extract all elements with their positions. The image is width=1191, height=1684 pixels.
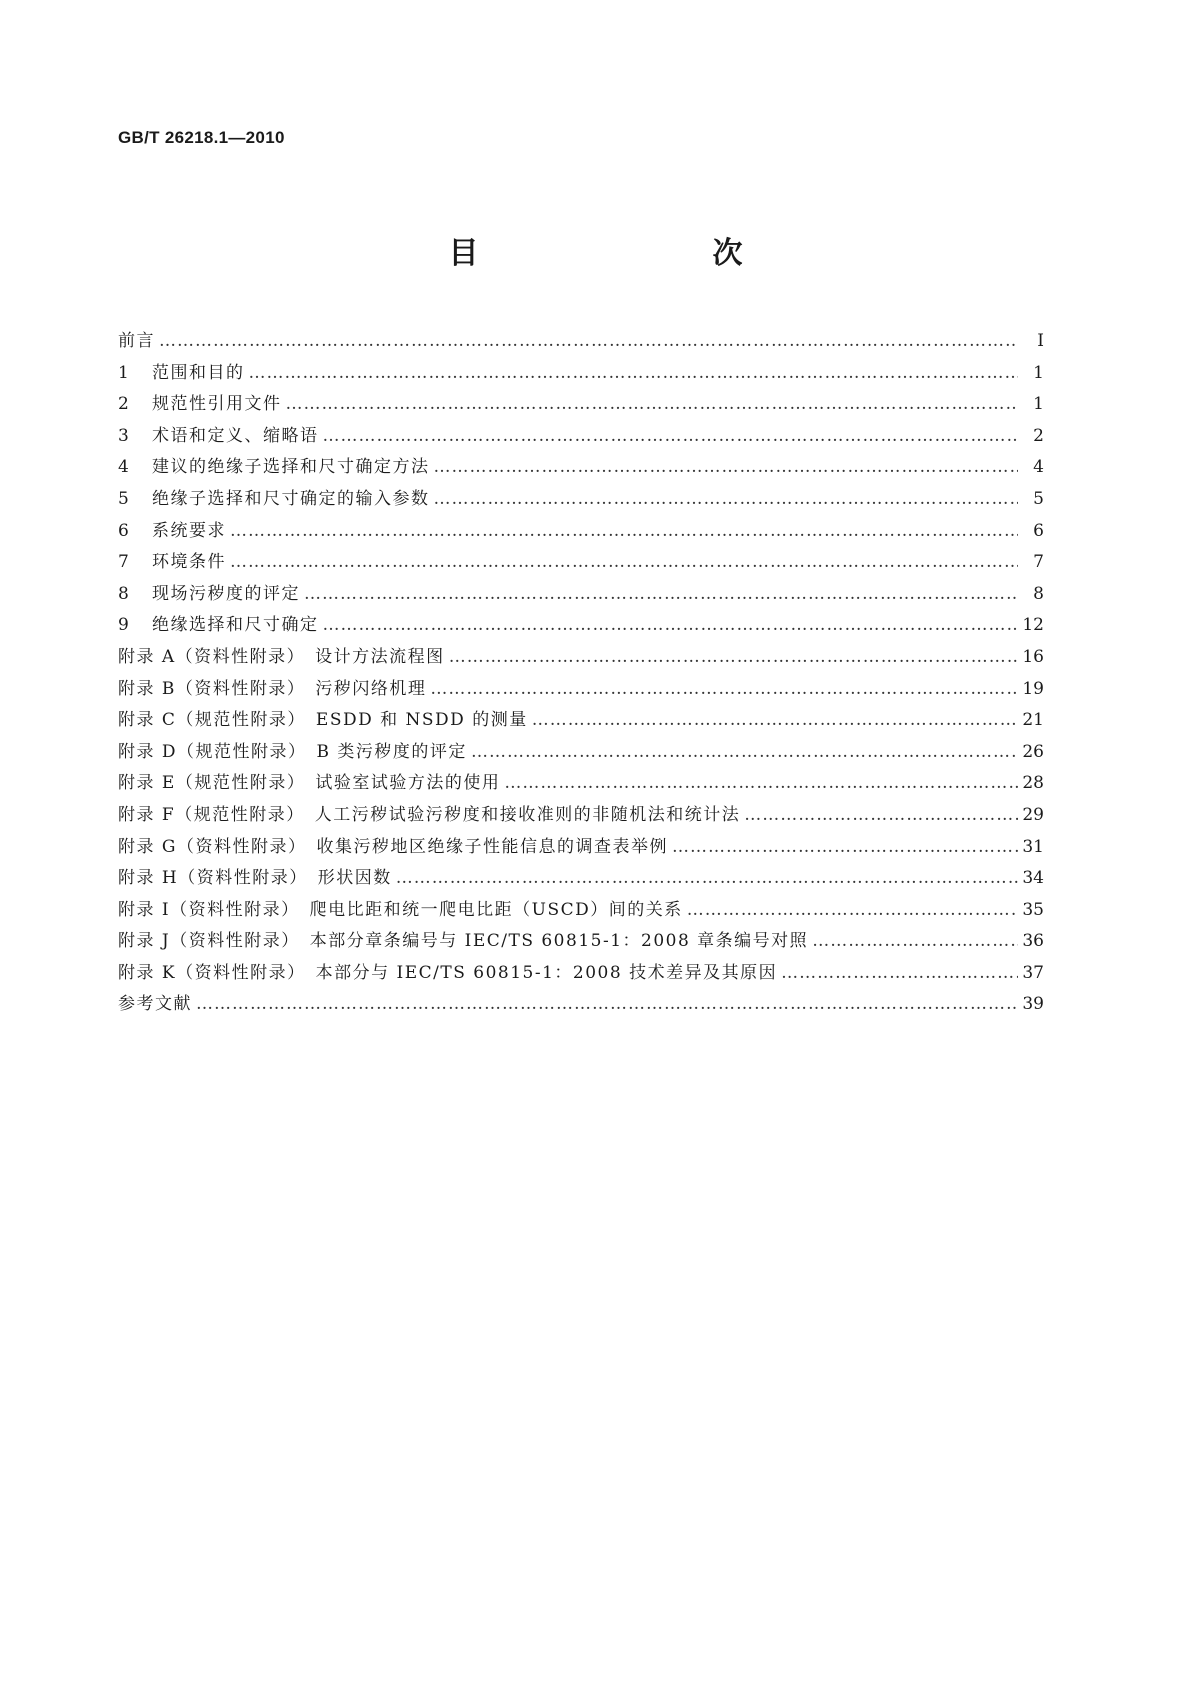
toc-entry-annex-j[interactable] [118, 926, 1044, 958]
dot-leader [430, 674, 1018, 706]
toc-entry-label: 环境条件 [152, 552, 226, 573]
dot-leader [323, 421, 1019, 453]
dot-leader [323, 610, 1019, 642]
toc-entry-9[interactable] [118, 610, 1044, 642]
page-title: 目 次 [448, 236, 801, 271]
dot-leader [471, 737, 1018, 769]
standard-code: GB/T 26218.1—2010 [118, 128, 285, 147]
toc-entry-page: 35 [1022, 899, 1044, 920]
toc-entry-page: 26 [1022, 741, 1044, 762]
toc-entry-page: 21 [1022, 710, 1044, 731]
toc-entry-page: Ⅰ [1037, 331, 1044, 351]
toc-entry-number: 5 [118, 488, 129, 509]
toc-entry-page: 31 [1022, 836, 1044, 857]
toc-entry-annex-c[interactable] [118, 705, 1044, 737]
toc-entry-number: 3 [118, 425, 129, 446]
dot-leader [249, 358, 1019, 390]
toc-entry-label: 附录 K（资料性附录） 本部分与 IEC/TS 60815-1：2008 技术差异及其原因 [118, 962, 778, 983]
toc-entry-label: 附录 G（资料性附录） 收集污秽地区绝缘子性能信息的调查表举例 [118, 836, 668, 857]
toc-entry-foreword[interactable] [118, 326, 1044, 358]
toc-entry-label: 附录 F（规范性附录） 人工污秽试验污秽度和接收准则的非随机法和统计法 [118, 804, 741, 825]
toc-entry-page: 28 [1022, 773, 1044, 794]
toc-entry-page: 1 [1033, 362, 1044, 383]
toc-entry-2[interactable] [118, 389, 1044, 421]
dot-leader [196, 989, 1018, 1021]
toc-entry-page: 1 [1033, 394, 1044, 415]
toc-entry-label: 附录 D（规范性附录） B 类污秽度的评定 [118, 741, 467, 762]
dot-leader [672, 832, 1018, 864]
toc-entry-page: 19 [1022, 678, 1044, 699]
toc-entry-page: 39 [1022, 994, 1044, 1015]
toc-entry-page: 6 [1033, 520, 1044, 541]
toc-entry-number: 6 [118, 520, 129, 541]
toc-entry-label: 附录 A（资料性附录） 设计方法流程图 [118, 646, 445, 667]
toc-entry-label: 附录 B（资料性附录） 污秽闪络机理 [118, 678, 427, 699]
dot-leader [504, 768, 1018, 800]
dot-leader [744, 800, 1018, 832]
dot-leader [434, 452, 1019, 484]
toc-entry-annex-i[interactable] [118, 895, 1044, 927]
toc-entry-number: 9 [118, 615, 129, 636]
toc-entry-page: 4 [1033, 457, 1044, 478]
toc-entry-label: 现场污秽度的评定 [152, 583, 300, 604]
toc-entry-label: 系统要求 [152, 520, 226, 541]
toc-entry-bibliography[interactable] [118, 989, 1044, 1021]
toc-entry-page: 29 [1022, 804, 1044, 825]
dot-leader [230, 516, 1018, 548]
toc-entry-page: 36 [1022, 931, 1044, 952]
toc-entry-label: 范围和目的 [152, 362, 245, 383]
toc-entry-label: 绝缘选择和尺寸确定 [152, 615, 319, 636]
toc-entry-number: 4 [118, 457, 129, 478]
dot-leader [396, 863, 1018, 895]
toc-entry-annex-b[interactable] [118, 674, 1044, 706]
toc-entry-label: 附录 I（资料性附录） 爬电比距和统一爬电比距（USCD）间的关系 [118, 899, 683, 920]
dot-leader [812, 926, 1018, 958]
toc-entry-number: 2 [118, 394, 129, 415]
toc-entry-annex-h[interactable] [118, 863, 1044, 895]
toc-entry-label: 附录 J（资料性附录） 本部分章条编号与 IEC/TS 60815-1：2008 章条编号对照 [118, 931, 809, 952]
toc-entry-page: 16 [1022, 646, 1044, 667]
table-of-contents [118, 326, 1044, 1021]
toc-entry-page: 8 [1033, 583, 1044, 604]
toc-entry-page: 5 [1033, 488, 1044, 509]
toc-entry-page: 7 [1033, 552, 1044, 573]
toc-entry-annex-g[interactable] [118, 832, 1044, 864]
toc-entry-label: 前言 [118, 331, 155, 351]
toc-entry-7[interactable] [118, 547, 1044, 579]
toc-entry-6[interactable] [118, 516, 1044, 548]
toc-entry-3[interactable] [118, 421, 1044, 453]
dot-leader [304, 579, 1018, 611]
toc-entry-label: 参考文献 [118, 994, 192, 1015]
toc-entry-number: 1 [118, 362, 129, 383]
toc-entry-page: 34 [1022, 868, 1044, 889]
toc-entry-label: 附录 E（规范性附录） 试验室试验方法的使用 [118, 773, 501, 794]
toc-entry-label: 规范性引用文件 [152, 394, 282, 415]
dot-leader [286, 389, 1019, 421]
toc-entry-1[interactable] [118, 358, 1044, 390]
dot-leader [532, 705, 1018, 737]
toc-entry-page: 37 [1022, 962, 1044, 983]
toc-entry-number: 8 [118, 583, 129, 604]
toc-entry-annex-d[interactable] [118, 737, 1044, 769]
toc-entry-page: 2 [1033, 425, 1044, 446]
dot-leader [687, 895, 1018, 927]
dot-leader [434, 484, 1019, 516]
toc-entry-label: 绝缘子选择和尺寸确定的输入参数 [152, 488, 430, 509]
dot-leader [230, 547, 1018, 579]
toc-entry-page: 12 [1022, 615, 1044, 636]
toc-entry-4[interactable] [118, 452, 1044, 484]
toc-entry-8[interactable] [118, 579, 1044, 611]
toc-entry-label: 附录 H（资料性附录） 形状因数 [118, 868, 392, 889]
toc-entry-number: 7 [118, 552, 129, 573]
dot-leader [159, 326, 1018, 358]
toc-entry-annex-k[interactable] [118, 958, 1044, 990]
toc-entry-5[interactable] [118, 484, 1044, 516]
toc-entry-label: 术语和定义、缩略语 [152, 425, 319, 446]
toc-entry-annex-a[interactable] [118, 642, 1044, 674]
toc-entry-annex-e[interactable] [118, 768, 1044, 800]
dot-leader [781, 958, 1018, 990]
toc-entry-annex-f[interactable] [118, 800, 1044, 832]
toc-entry-label: 附录 C（规范性附录） ESDD 和 NSDD 的测量 [118, 710, 528, 731]
toc-entry-label: 建议的绝缘子选择和尺寸确定方法 [152, 457, 430, 478]
dot-leader [449, 642, 1018, 674]
